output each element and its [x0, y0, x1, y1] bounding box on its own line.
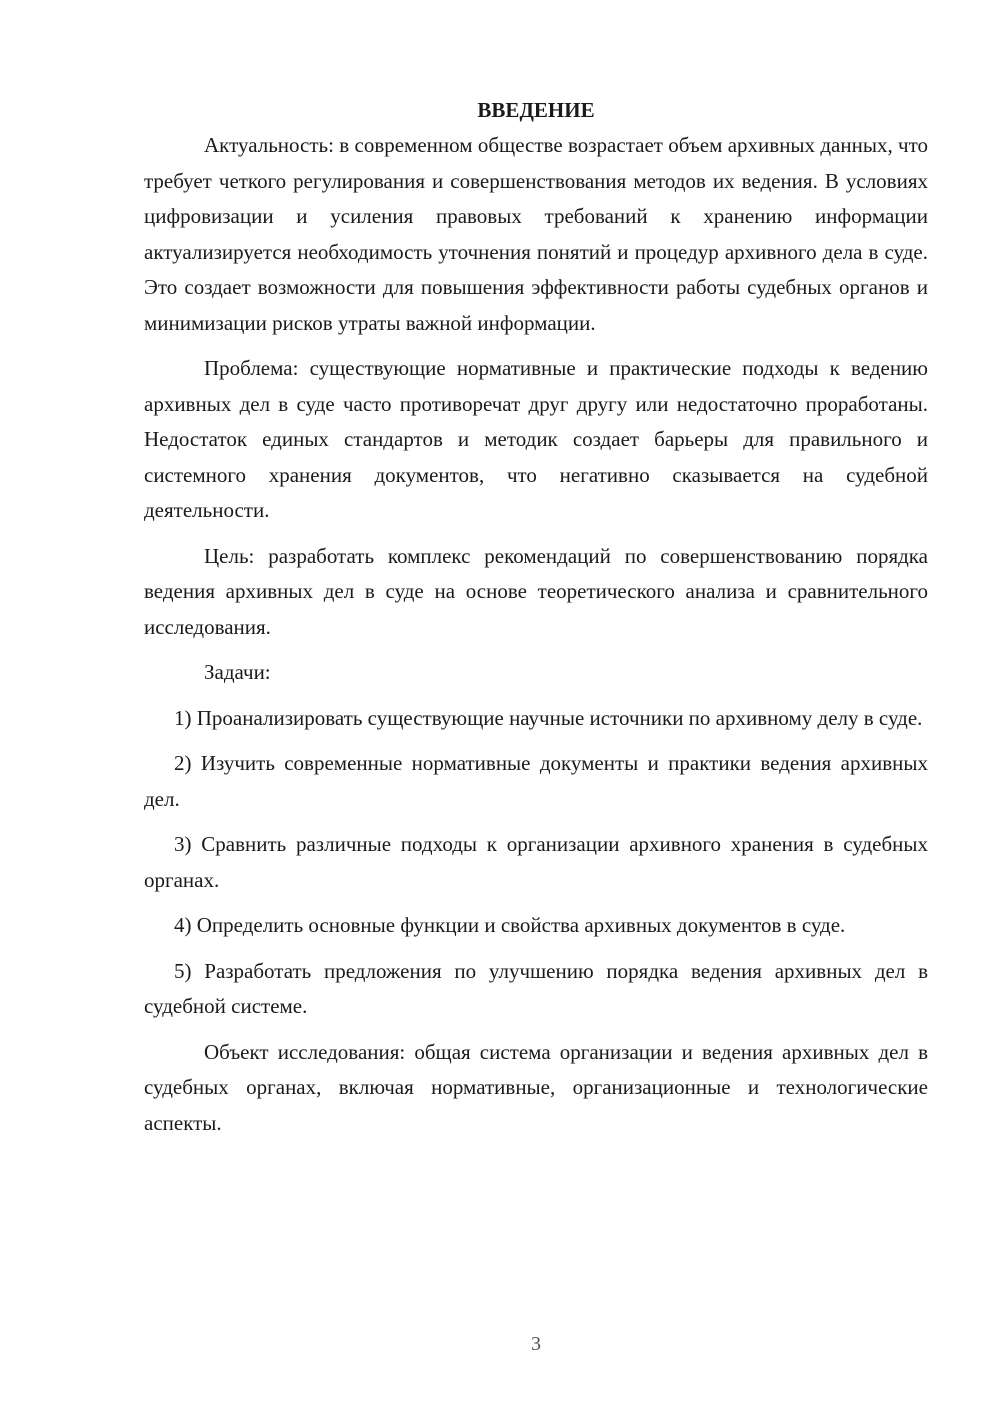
- task-item: 3) Сравнить различные подходы к организации архивного хранения в судебных органах.: [144, 832, 928, 892]
- page-number: 3: [531, 1333, 541, 1355]
- task-item: 5) Разработать предложения по улучшению порядка ведения архивных дел в судебной системе.: [144, 958, 928, 1018]
- task-item: 2) Изучить современные нормативные документы и практики ведения архивных дел.: [144, 751, 928, 811]
- paragraph-problem: Проблема: существующие нормативные и практические подходы к ведению архивных дел в суде часто противоречат друг другу или недостаточно проработаны. Недостаток единых стандартов и методик создает барьеры для правильного и системного хранения документов, что негативно сказывается на судебной деятельности.: [144, 356, 928, 522]
- task-item: 4) Определить основные функции и свойства архивных документов в суде.: [174, 913, 846, 937]
- document-page: [144, 92, 928, 1141]
- paragraph-goal: Цель: разработать комплекс рекомендаций по совершенствованию порядка ведения архивных дел в суде на основе теоретического анализа и сравнительного исследования.: [144, 543, 928, 639]
- task-item: 1) Проанализировать существующие научные источники по архивному делу в суде.: [174, 705, 923, 730]
- paragraph-object: Объект исследования: общая система организации и ведения архивных дел в судебных органах, включая нормативные, организационные и технологические аспекты.: [144, 1039, 928, 1135]
- section-title: ВВЕДЕНИЕ: [477, 98, 595, 122]
- tasks-heading: Задачи:: [204, 660, 271, 684]
- paragraph-relevance: Актуальность: в современном обществе возрастает объем архивных данных, что требует четкого регулирования и совершенствования методов их ведения. В условиях цифровизации и усиления правовых требований к хранению информации актуализируется необходимость уточнения понятий и процедур архивного дела в суде. Это создает возможности для повышения эффективности работы судебных органов и минимизации рисков утраты важной информации.: [144, 133, 928, 335]
